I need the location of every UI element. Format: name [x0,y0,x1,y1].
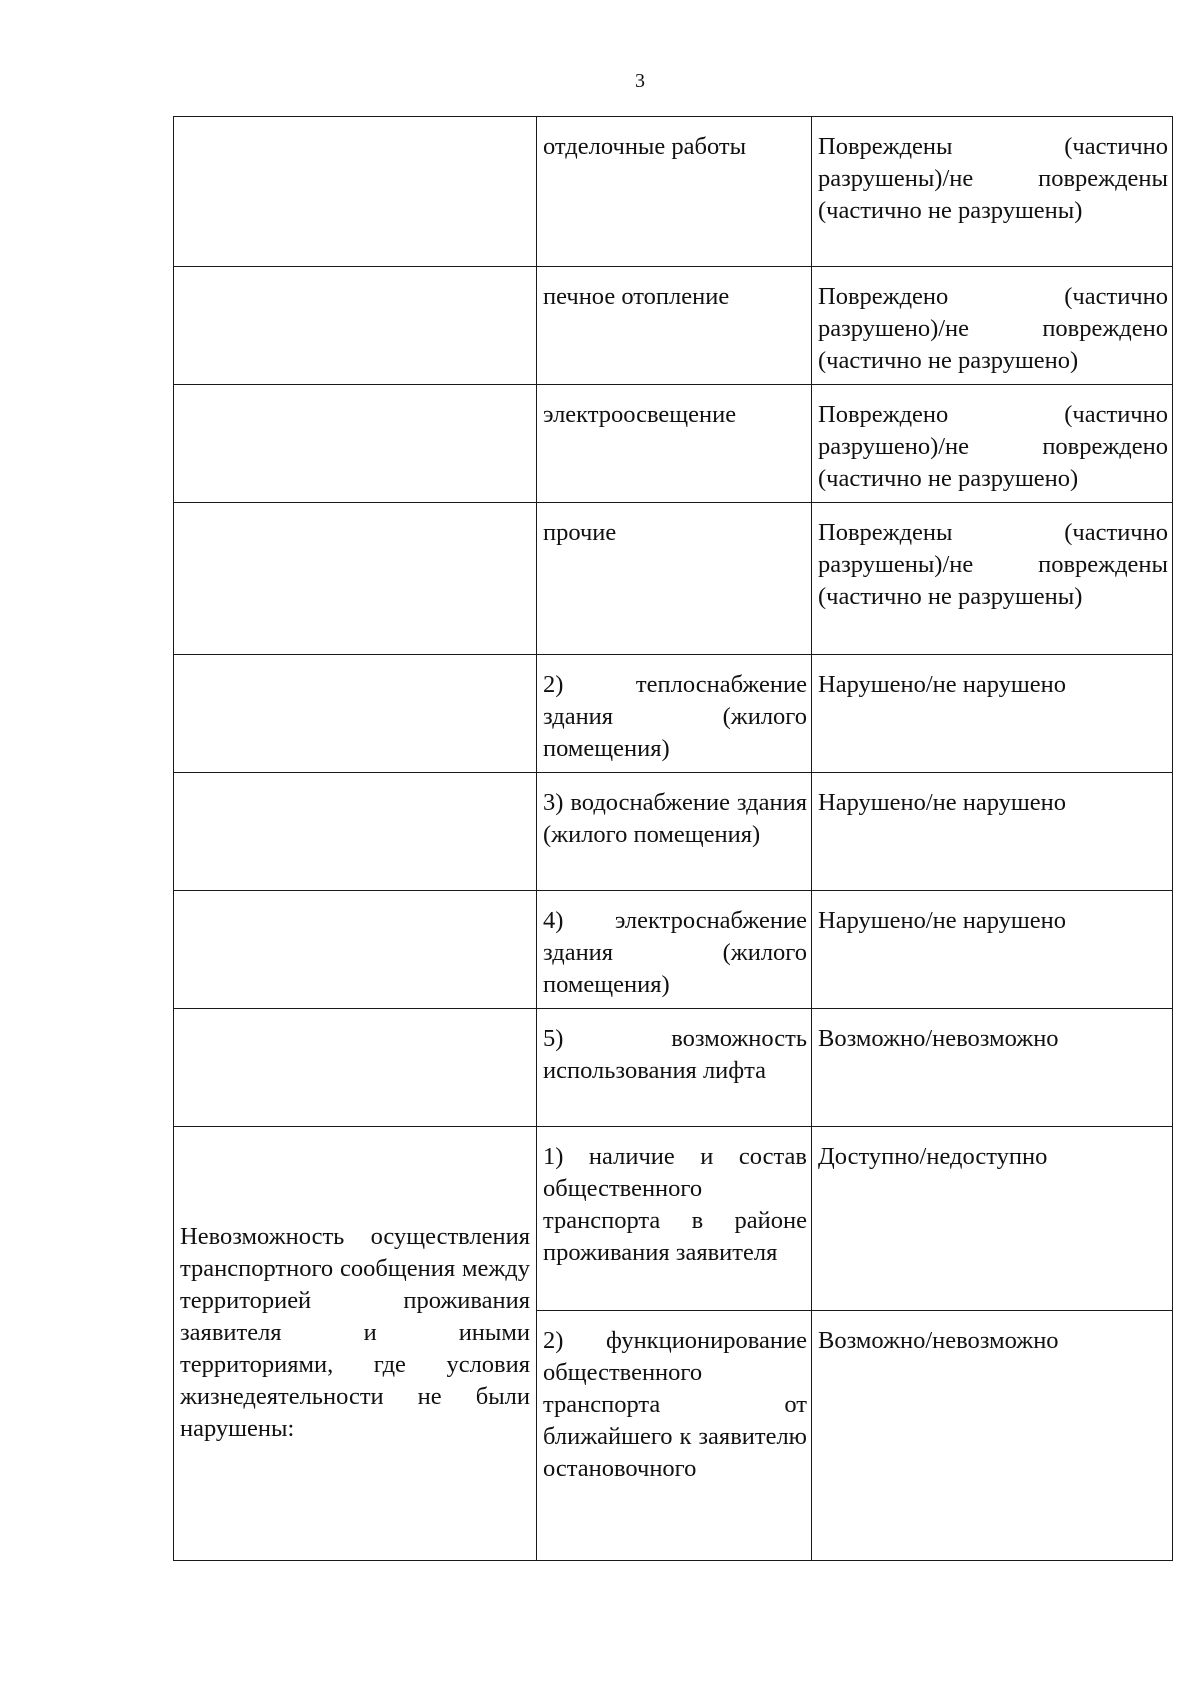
parameter-cell [174,773,537,891]
item-cell: 4) электроснабжение здания (жилого помещения) [537,891,812,1009]
parameter-cell [174,891,537,1009]
item-cell: прочие [537,503,812,655]
table-row [174,1127,1173,1311]
status-cell: Повреждено (частично разрушено)/не повреждено (частично не разрушено) [812,385,1173,503]
status-cell: Повреждены (частично разрушены)/не повреждены (частично не разрушены) [812,117,1173,267]
table-row [174,1009,1173,1127]
parameter-cell [174,1009,537,1127]
transport-parameter-cell [174,1127,537,1561]
table-row [174,267,1173,385]
status-cell: Повреждены (частично разрушены)/не повреждены (частично не разрушены) [812,503,1173,655]
status-cell: Повреждено (частично разрушено)/не повреждено (частично не разрушено) [812,267,1173,385]
table-row [174,773,1173,891]
assessment-table [173,116,1173,1561]
parameter-cell [174,655,537,773]
status-cell: Доступно/недоступно [812,1127,1173,1311]
item-cell: 1) наличие и состав общественного транспорта в районе проживания заявителя [537,1127,812,1311]
status-cell: Возможно/невозможно [812,1009,1173,1127]
parameter-cell [174,385,537,503]
table-row [174,655,1173,773]
transport-parameter-text: Невозможность осуществления транспортного сообщения между территорией проживания заявителя и иными территориями, где условия жизнедеятельности не были нарушены: [180,1222,530,1442]
table-row [174,891,1173,1009]
table-row [174,117,1173,267]
item-cell: 5) возможность использования лифта [537,1009,812,1127]
status-cell: Возможно/невозможно [812,1311,1173,1561]
status-cell: Нарушено/не нарушено [812,655,1173,773]
item-cell: печное отопление [537,267,812,385]
status-cell: Нарушено/не нарушено [812,773,1173,891]
item-cell: 2) теплоснабжение здания (жилого помещения) [537,655,812,773]
item-cell: отделочные работы [537,117,812,267]
item-cell: 2) функционирование общественного транспорта от ближайшего к заявителю остановочного [537,1311,812,1561]
parameter-cell [174,267,537,385]
page-number: 3 [635,70,645,92]
table-row [174,385,1173,503]
parameter-cell [174,503,537,655]
status-cell: Нарушено/не нарушено [812,891,1173,1009]
table-row [174,503,1173,655]
parameter-cell [174,117,537,267]
item-cell: электроосвещение [537,385,812,503]
item-cell: 3) водоснабжение здания (жилого помещения) [537,773,812,891]
